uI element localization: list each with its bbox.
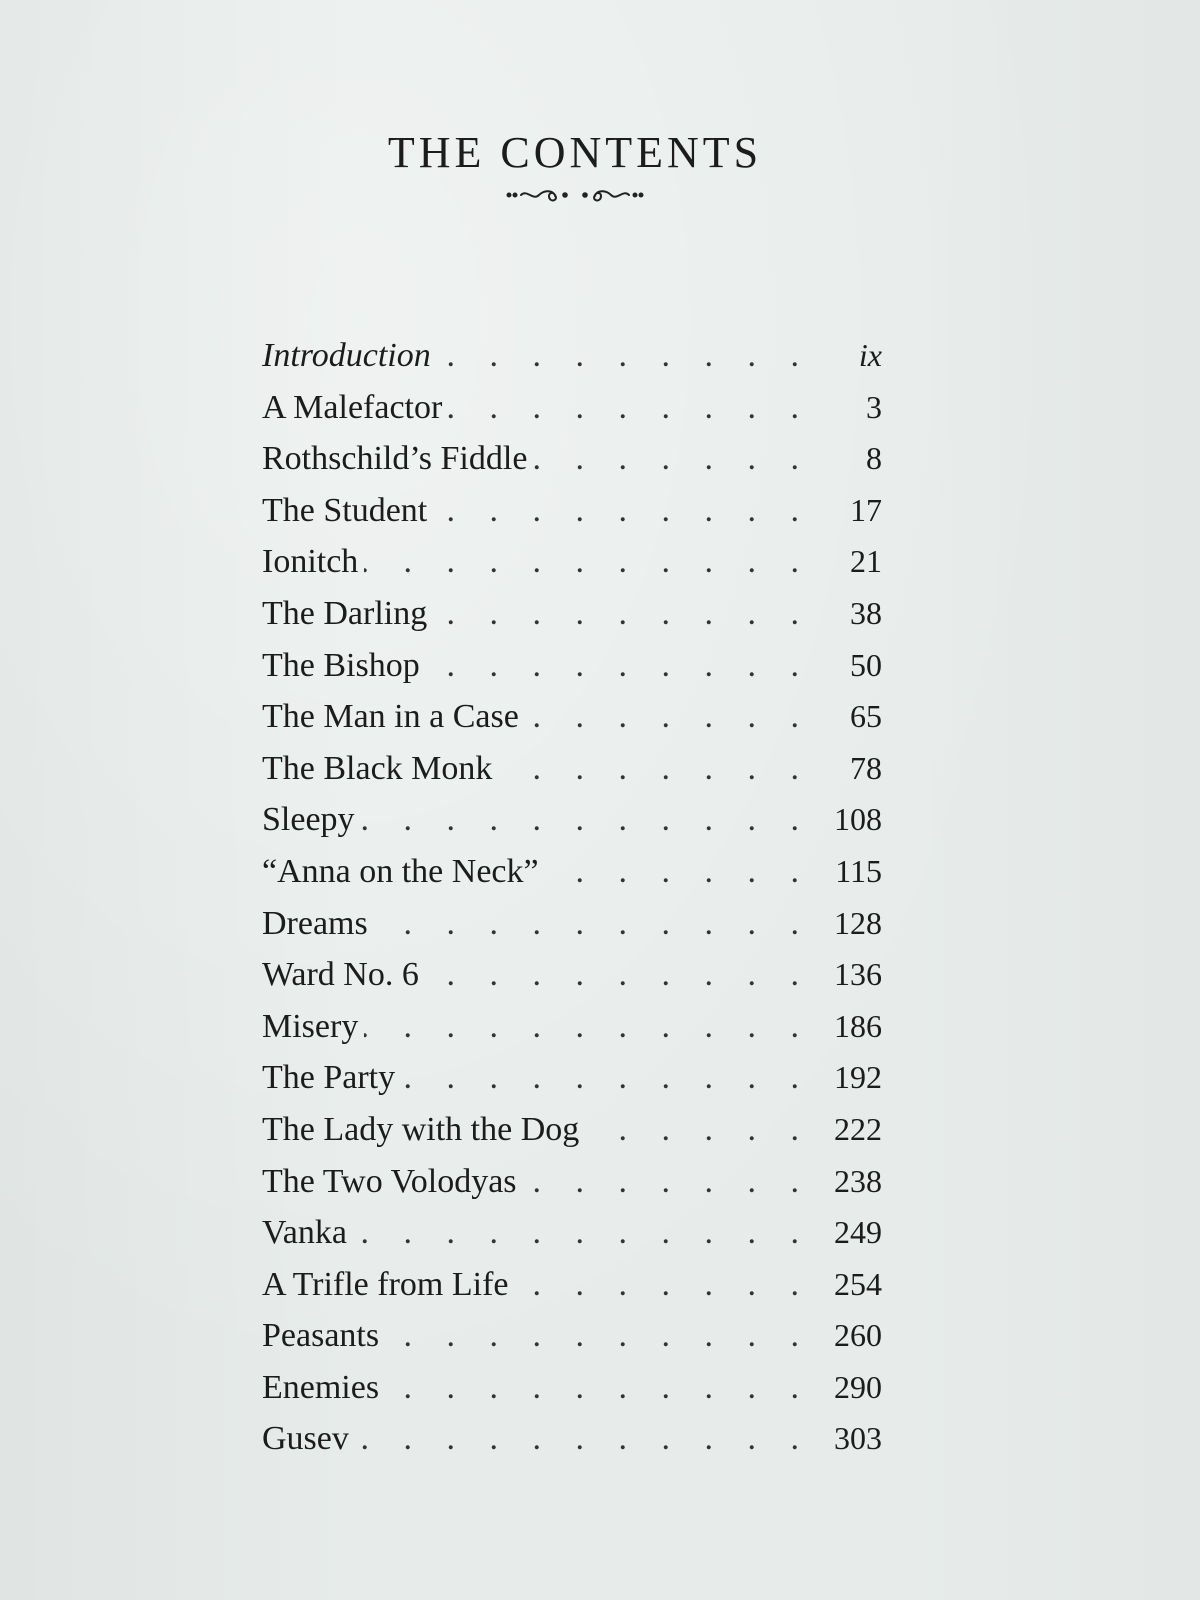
entry-page-number: 21 <box>850 543 882 580</box>
entry-page-number: 192 <box>834 1059 882 1096</box>
entry-title: Gusev <box>262 1420 349 1458</box>
entry-title: The Bishop <box>262 646 420 684</box>
toc-entry <box>262 1104 882 1156</box>
scroll-ornament-icon <box>505 180 645 210</box>
dot-leader <box>426 640 812 692</box>
entry-title: A Malefactor <box>262 388 443 426</box>
dot-leader <box>355 1413 812 1465</box>
dot-leader <box>437 330 812 382</box>
toc-entry <box>262 433 882 485</box>
dot-leader <box>523 1156 812 1208</box>
entry-title: Ward No. 6 <box>262 956 419 994</box>
entry-title: The Man in a Case <box>262 698 519 736</box>
toc-entry <box>262 1207 882 1259</box>
entry-page-number: 136 <box>834 956 882 993</box>
entry-title: Rothschild’s Fiddle <box>262 440 528 478</box>
entry-page-number: 8 <box>866 440 882 477</box>
entry-title: Misery <box>262 1007 359 1045</box>
dot-leader <box>364 536 812 588</box>
dot-leader <box>433 485 812 537</box>
dot-leader <box>525 691 812 743</box>
entry-title: The Party <box>262 1059 396 1097</box>
toc-entry <box>262 743 882 795</box>
contents-list <box>262 330 882 1465</box>
entry-title: Dreams <box>262 904 368 942</box>
entry-page-number: 222 <box>834 1110 882 1147</box>
toc-entry <box>262 1362 882 1414</box>
entry-title: Vanka <box>262 1214 347 1252</box>
dot-leader <box>545 846 812 898</box>
entry-page-number: 249 <box>834 1214 882 1251</box>
entry-title: Peasants <box>262 1317 380 1355</box>
entry-page-number: 108 <box>834 801 882 838</box>
toc-entry <box>262 949 882 1001</box>
dot-leader <box>385 1310 812 1362</box>
toc-entry <box>262 1310 882 1362</box>
entry-title: Enemies <box>262 1368 380 1406</box>
page-title: THE CONTENTS <box>387 128 763 178</box>
entry-page-number: 65 <box>850 698 882 735</box>
dot-leader <box>533 433 812 485</box>
entry-title: Ionitch <box>262 543 359 581</box>
dot-leader <box>401 1052 812 1104</box>
toc-entry <box>262 588 882 640</box>
entry-title: The Two Volodyas <box>262 1162 517 1200</box>
dot-leader <box>374 898 812 950</box>
toc-entry <box>262 382 882 434</box>
entry-title: The Student <box>262 491 428 529</box>
entry-title: “Anna on the Neck” <box>262 852 539 890</box>
toc-entry <box>262 1001 882 1053</box>
entry-page-number: 17 <box>850 491 882 528</box>
entry-page-number: 186 <box>834 1007 882 1044</box>
dot-leader <box>361 794 812 846</box>
entry-page-number: ix <box>858 337 882 373</box>
entry-title: The Black Monk <box>262 749 493 787</box>
dot-leader <box>514 1259 812 1311</box>
dot-leader <box>433 588 812 640</box>
entry-page-number: 260 <box>834 1317 882 1354</box>
entry-page-number: 238 <box>834 1162 882 1199</box>
toc-entry <box>262 846 882 898</box>
toc-entry <box>262 536 882 588</box>
entry-page-number: 3 <box>866 388 882 425</box>
toc-entry <box>262 1259 882 1311</box>
dot-leader <box>585 1104 812 1156</box>
entry-page-number: 50 <box>850 646 882 683</box>
dot-leader <box>385 1362 812 1414</box>
entry-title: The Lady with the Dog <box>262 1110 580 1148</box>
entry-page-number: 38 <box>850 594 882 631</box>
toc-entry <box>262 1052 882 1104</box>
dot-leader <box>448 382 812 434</box>
entry-page-number: 303 <box>834 1420 882 1457</box>
dot-leader <box>425 949 812 1001</box>
entry-title: A Trifle from Life <box>262 1265 509 1303</box>
dot-leader <box>498 743 812 795</box>
toc-entry <box>262 691 882 743</box>
entry-page-number: 128 <box>834 904 882 941</box>
toc-entry <box>262 794 882 846</box>
entry-title: Sleepy <box>262 801 355 839</box>
entry-title: The Darling <box>262 594 428 632</box>
dot-leader <box>364 1001 812 1053</box>
entry-title: Introduction <box>262 337 431 374</box>
entry-page-number: 290 <box>834 1368 882 1405</box>
toc-entry <box>262 1413 882 1465</box>
toc-entry <box>262 898 882 950</box>
toc-entry <box>262 330 882 382</box>
entry-page-number: 115 <box>835 852 882 889</box>
toc-entry <box>262 485 882 537</box>
entry-page-number: 78 <box>850 749 882 786</box>
toc-entry <box>262 640 882 692</box>
toc-entry <box>262 1156 882 1208</box>
entry-page-number: 254 <box>834 1265 882 1302</box>
dot-leader <box>353 1207 812 1259</box>
